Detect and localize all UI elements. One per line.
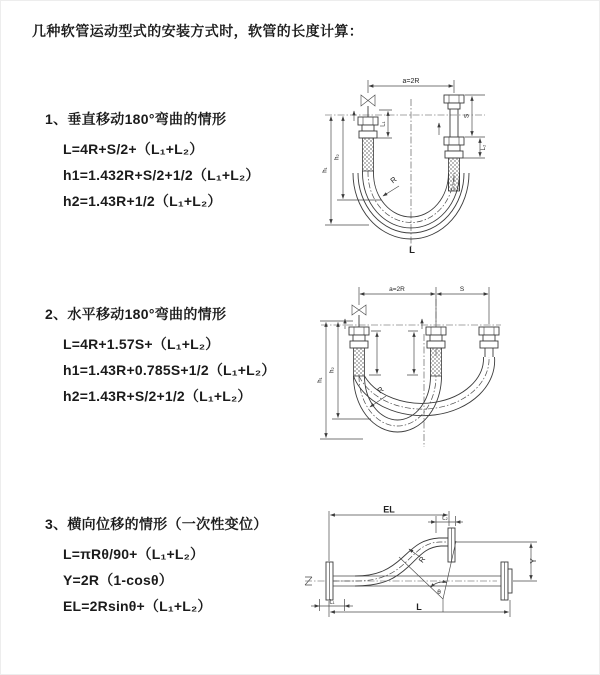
formula-line: L=4R+S/2+（L₁+L₂） (63, 141, 204, 157)
dim-label-h1: h₁ (322, 167, 329, 173)
radius-label: R (375, 384, 386, 396)
angle-label: θ (437, 589, 441, 596)
l-dimension (329, 600, 510, 617)
left-flange (326, 562, 333, 600)
length-label: L (409, 245, 415, 256)
dim-label-el: EL (383, 504, 395, 515)
section-2-heading: 2、水平移动180°弯曲的情形 (45, 306, 227, 322)
section-3-formulas (45, 541, 268, 619)
y-dimension (455, 542, 538, 581)
el-dimension (329, 504, 449, 565)
braided-hose-end (354, 348, 365, 376)
top-dimension (368, 78, 454, 93)
dim-label-l1: L₁ (380, 121, 387, 127)
l1-dimension (311, 599, 353, 611)
section-vertical-movement (45, 109, 260, 214)
formula-line: h1=1.432R+S/2+1/2（L₁+L₂） (63, 167, 260, 183)
formula-line: Y=2R（1-cosθ） (63, 572, 173, 588)
dim-label-y: Y (529, 558, 538, 564)
braided-hose-end (363, 138, 374, 171)
dim-label-l2: L₂ (442, 515, 448, 522)
valve-icon (361, 95, 375, 117)
valve-icon (352, 305, 366, 327)
dim-label-h2: h₂ (334, 154, 341, 160)
section-1-heading: 1、垂直移动180°弯曲的情形 (45, 111, 227, 127)
curved-hose-displaced (333, 538, 448, 586)
right-flange (501, 562, 512, 600)
top-dimensions (359, 286, 489, 324)
radius-construction (399, 541, 456, 612)
section-lateral-displacement (45, 514, 268, 619)
left-hose-fitting (354, 111, 378, 171)
formula-line: L=4R+1.57S+（L₁+L₂） (63, 336, 220, 352)
dim-label-l1: L₁ (329, 599, 335, 606)
braided-hose-end (431, 348, 442, 376)
formula-line: h1=1.43R+0.785S+1/2（L₁+L₂） (63, 362, 276, 378)
upper-flange (448, 528, 455, 562)
fitting-length-marks (369, 331, 418, 375)
radius-callout (383, 174, 399, 196)
diagram-vertical-u-bend (311, 73, 591, 258)
section-2-formulas (45, 331, 276, 409)
dim-label-a2r: a=2R (389, 286, 405, 293)
middle-hose-fitting (422, 319, 446, 376)
right-dimensions (463, 95, 487, 158)
left-hose-fitting (345, 319, 369, 376)
section-1-formulas (45, 136, 260, 214)
section-horizontal-movement (45, 304, 276, 409)
dim-label-h1: h₁ (317, 377, 324, 383)
formula-line: EL=2Rsinθ+（L₁+L₂） (63, 598, 212, 614)
formula-line: h2=1.43R+1/2（L₁+L₂） (63, 193, 222, 209)
dim-label-l: L (416, 602, 422, 612)
l2-dimension (428, 516, 463, 534)
section-3-heading: 3、横向位移的情形（一次性变位） (45, 516, 268, 532)
dim-label-s: S (459, 286, 465, 293)
page-title: 几种软管运动型式的安装方式时，软管的长度计算： (32, 23, 364, 39)
dim-label-s: S (463, 113, 471, 119)
right-hose-fitting (479, 327, 499, 357)
formula-line: h2=1.43R+S/2+1/2（L₁+L₂） (63, 388, 252, 404)
diagram-lateral-displacement (297, 503, 599, 645)
formula-line: L=πRθ/90+（L₁+L₂） (63, 546, 205, 562)
radius-label: R (388, 174, 399, 186)
right-hose-fitting (439, 95, 464, 191)
dim-label-l2: L₂ (481, 144, 487, 151)
dim-label-a2r: a=2R (402, 78, 420, 85)
dim-label-h2: h₂ (329, 367, 336, 373)
diagram-horizontal-u-bend (311, 279, 591, 464)
radius-label: R (416, 554, 428, 565)
